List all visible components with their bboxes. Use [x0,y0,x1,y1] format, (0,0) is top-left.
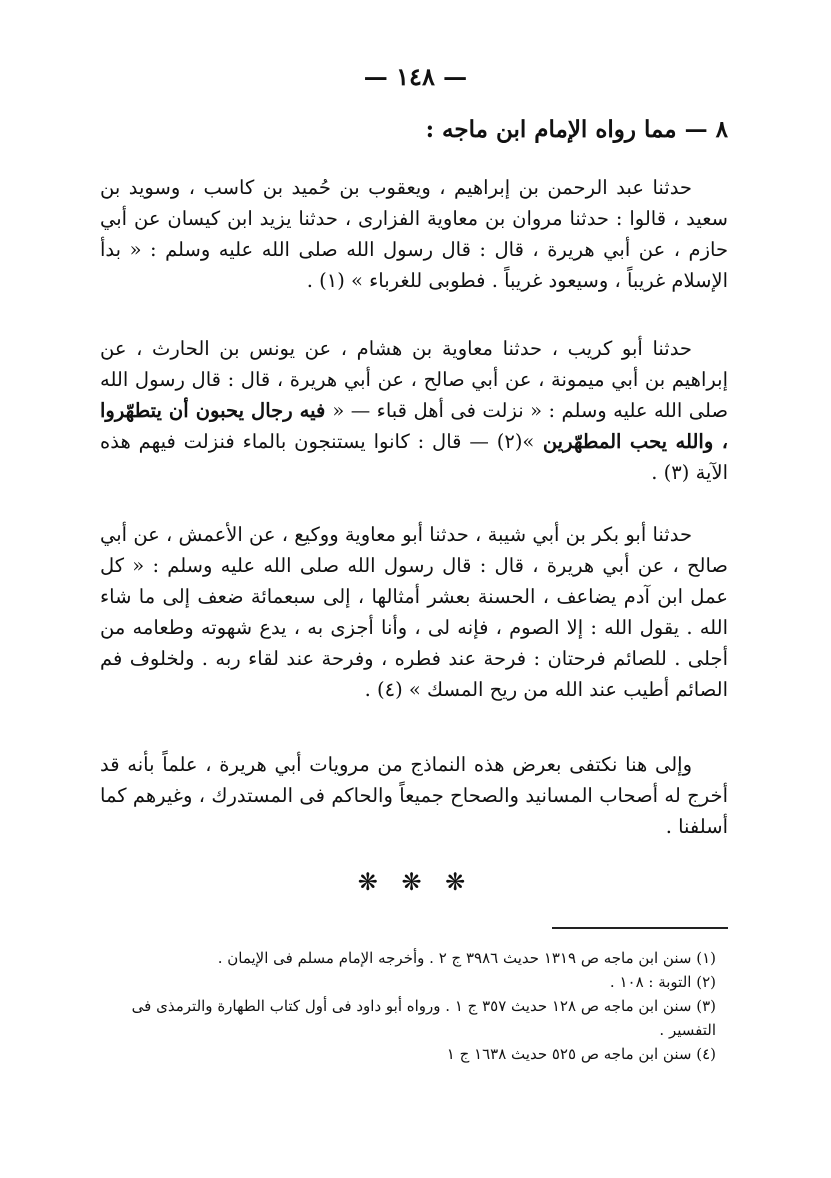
paragraph-hadith-3: حدثنا أبو بكر بن أبي شيبة ، حدثنا أبو معاوية ووكيع ، عن الأعمش ، عن أبي صالح ، عن أبي هريرة ، قال : قال رسول الله صلى الله عليه وسلم : « كل عمل ابن آدم يضاعف ، الحسنة بعشر أمثالها ، إلى سبعمائة ضعف إلى ما شاء الله . يقول الله : إلا الصوم ، فإنه لى ، وأنا أجزى به ، يدع شهوته وطعامه من أجلى . للصائم فرحتان : فرحة عند فطره ، وفرحة عند لقاء ربه . ولخلوف فم الصائم أطيب عند الله من ريح المسك » (٤) . [100,523,728,701]
paragraph-conclusion: وإلى هنا نكتفى بعرض هذه النماذج من مرويات أبي هريرة ، علماً بأنه قد أخرج له أصحاب المسانيد والصحاح جميعاً والحاكم فى المستدرك ، وغيرهم كما أسلفنا . [100,753,728,838]
footnote-rule [552,927,728,929]
paragraph-hadith-2-text-b: »(٢) — قال : كانوا يستنجون بالماء فنزلت فيهم هذه الآية (٣) . [100,430,728,484]
ornament-divider: ❋ ❋ ❋ [357,868,474,896]
footnote-4: (٤) سنن ابن ماجه ص ٥٢٥ حديث ١٦٣٨ ج ١ [446,1045,716,1063]
paragraph-hadith-1: حدثنا عبد الرحمن بن إبراهيم ، ويعقوب بن حُميد بن كاسب ، وسويد بن سعيد ، قالوا : حدثنا مروان بن معاوية الفزارى ، حدثنا يزيد ابن كيسان عن أبي حازم ، عن أبي هريرة ، قال : قال رسول الله صلى الله عليه وسلم : « بدأ الإسلام غريباً ، وسيعود غريباً . فطوبى للغرباء » (١) . [100,176,728,292]
paragraph-hadith-2 [100,333,728,488]
page-number: — ١٤٨ — [363,62,468,91]
paragraph-hadith-2-text-a: حدثنا أبو كريب ، حدثنا معاوية بن هشام ، عن يونس بن الحارث ، عن إبراهيم بن أبي ميمونة ، عن أبي صالح ، عن أبي هريرة ، قال : قال رسول الله صلى الله عليه وسلم : « نزلت فى أهل قباء — « [100,337,729,422]
footnotes [100,946,728,1066]
quran-verse-bold: فيه رجال يحبون أن يتطهّروا ، والله يحب المطهّرين [100,399,728,453]
footnote-2: (٢) التوبة : ١٠٨ . [609,973,716,991]
section-heading: ٨ — مما رواه الإمام ابن ماجه : [425,116,728,143]
footnote-1: (١) سنن ابن ماجه ص ١٣١٩ حديث ٣٩٨٦ ج ٢ . وأخرجه الإمام مسلم فى الإيمان . [217,949,716,967]
footnote-3: (٣) سنن ابن ماجه ص ١٢٨ حديث ٣٥٧ ج ١ . ورواه أبو داود فى أول كتاب الطهارة والترمذى فى التفسير . [131,997,716,1039]
